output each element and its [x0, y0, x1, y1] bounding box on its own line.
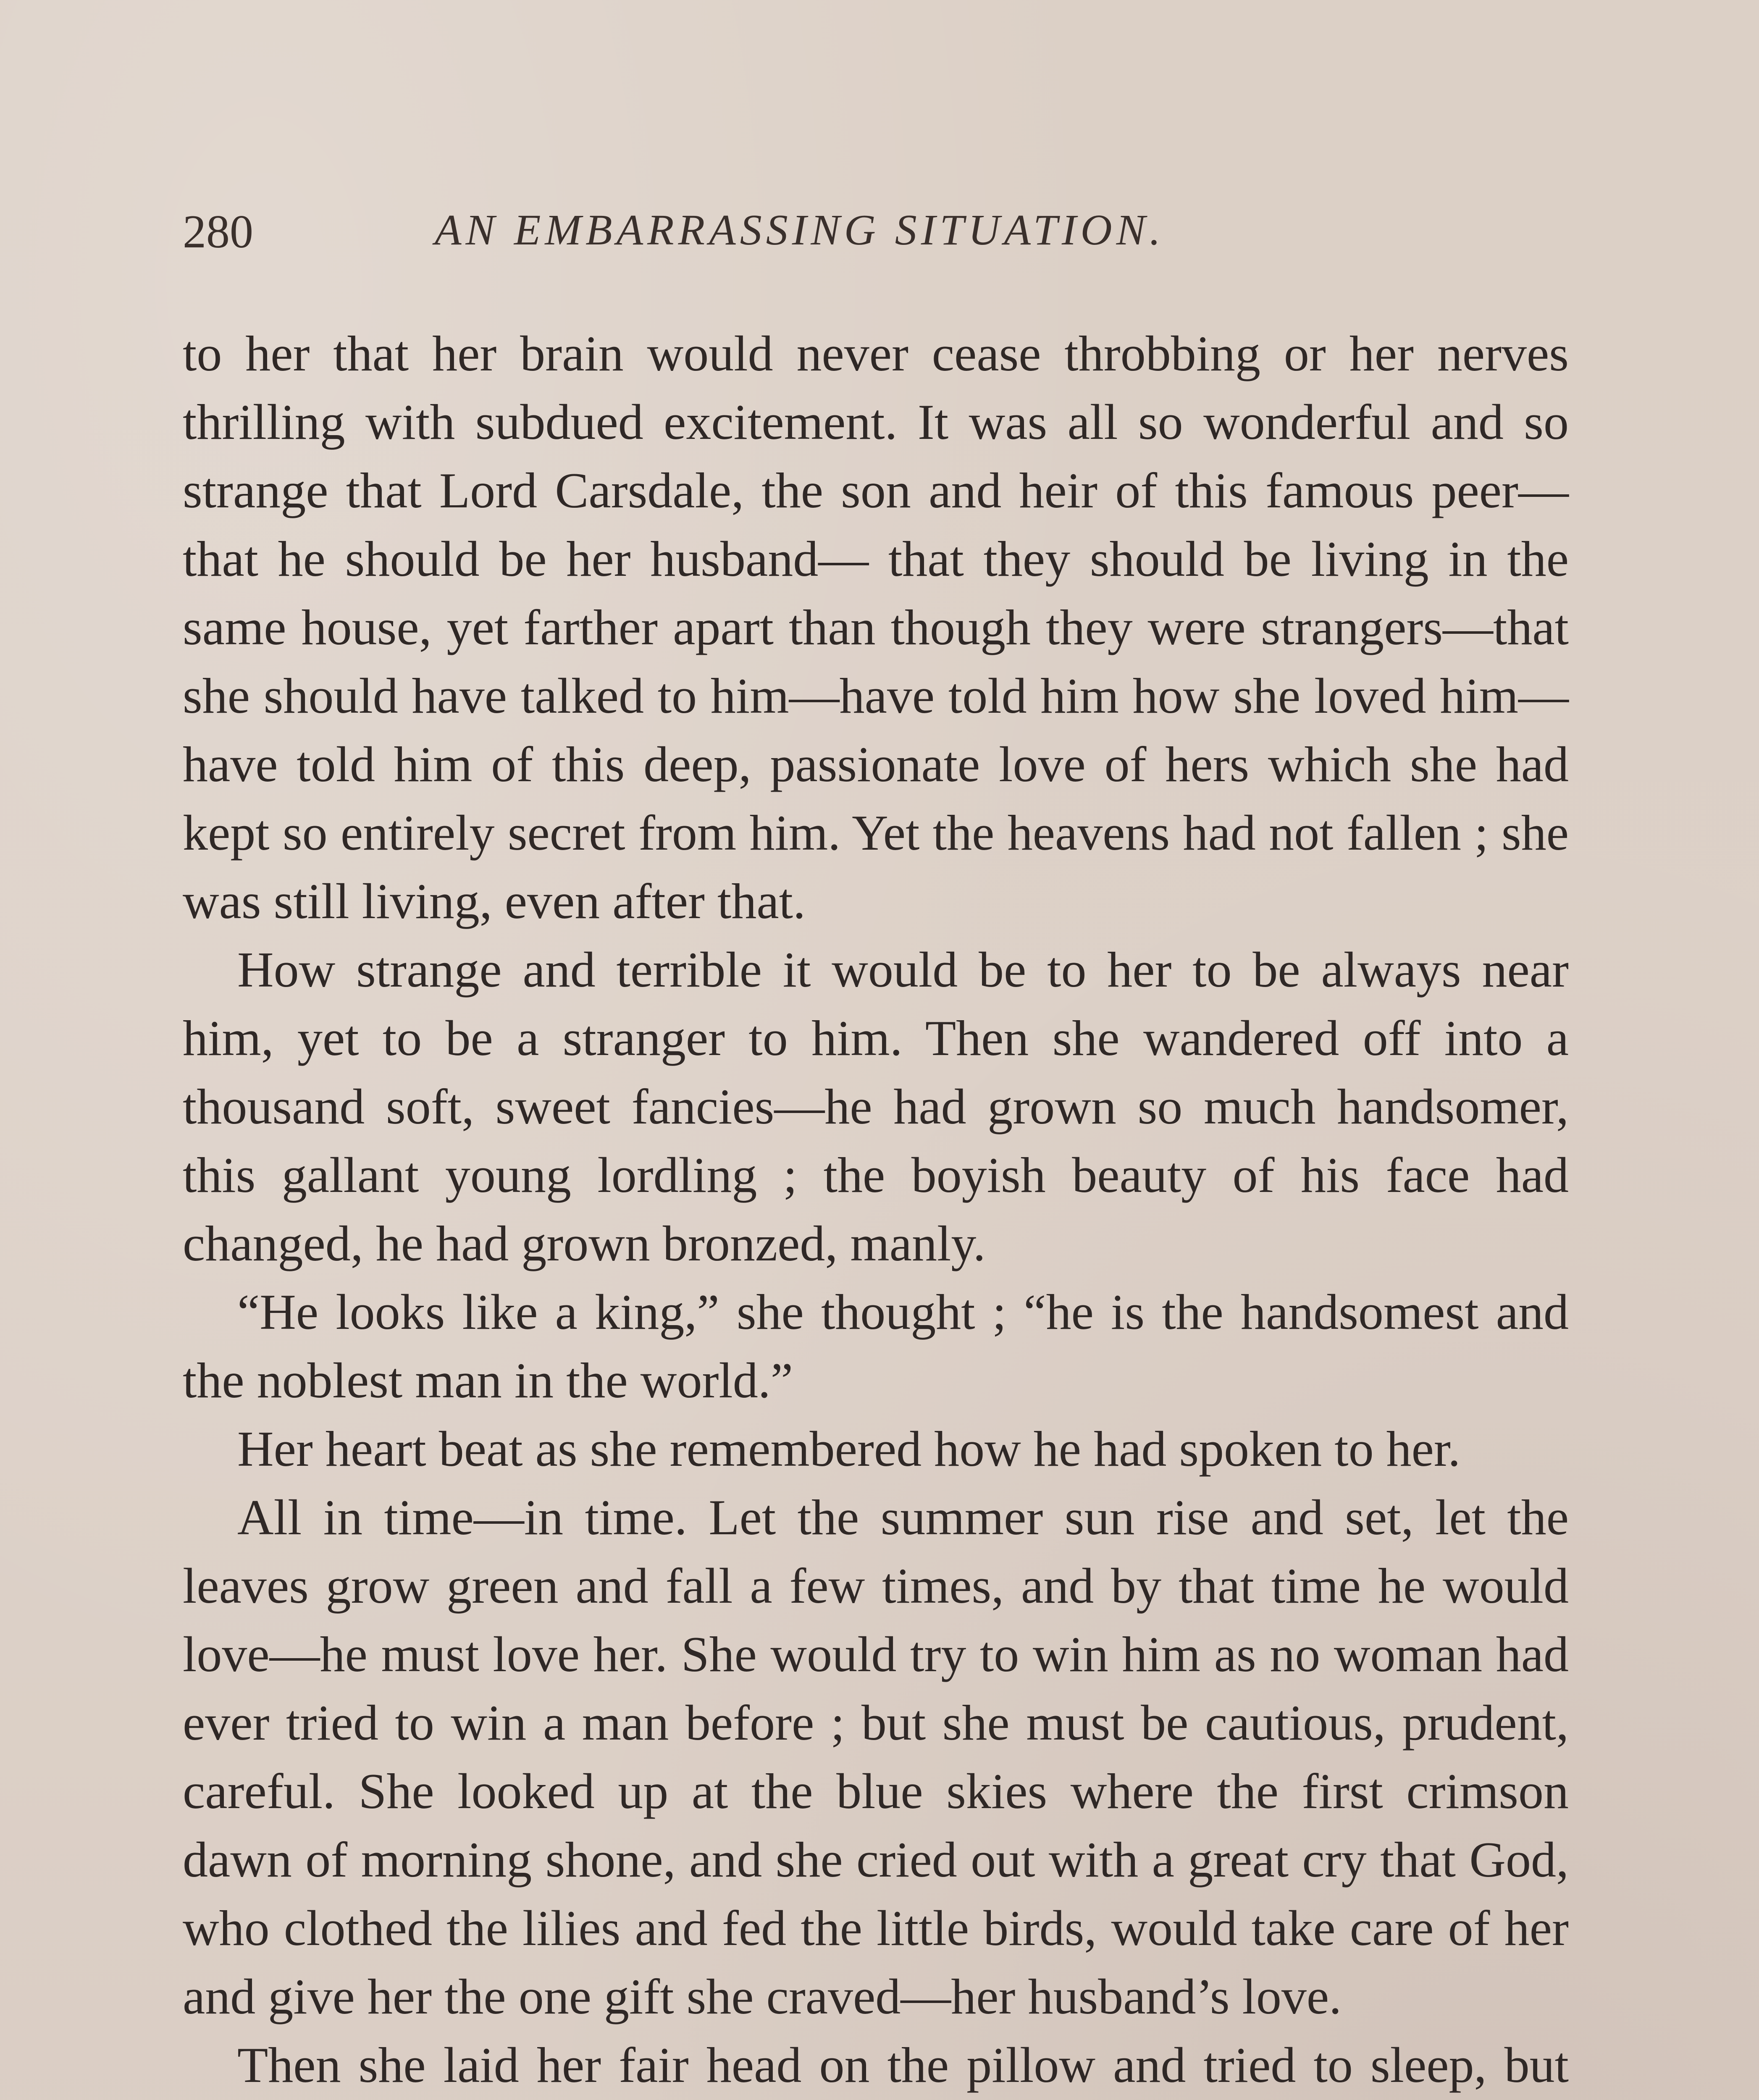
page-number: 280: [183, 206, 253, 258]
running-title: AN EMBARRASSING SITUATION.: [435, 206, 1165, 254]
body-text: [183, 319, 1569, 2100]
paragraph: Her heart beat as she remembered how he had spoken to her.: [237, 1421, 1461, 1477]
paragraph-continued: to her that her brain would never cease throbbing or her nerves thrilling with subdued excitement. It was all so wonderful and so strange that Lord Carsdale, the son and heir of this famous peer—that he should be her husband— that they should be living in the same house, yet farther apart than though they were strangers—that she should have talked to him—have told him how she loved him— have told him of this deep, passionate love of hers which she had kept so entirely secret from him. Yet the heavens had not fallen ; she was still living, even after that.: [183, 326, 1569, 929]
paragraph-quote: “He looks like a king,” she thought ; “he is the handsomest and the noblest man in the world.”: [183, 1284, 1569, 1408]
paragraph: All in time—in time. Let the summer sun rise and set, let the leaves grow green and fall a few times, and by that time he would love—he must love her. She would try to win him as no woman had ever tried to win a man before ; but she must be cautious, prudent, careful. She looked up at the blue skies where the first crimson dawn of morning shone, and she cried out with a great cry that God, who clothed the lilies and fed the little birds, would take care of her and give her the one gift she craved—her husband’s love.: [183, 1489, 1569, 2024]
paragraph: How strange and terrible it would be to her to be always near him, yet to be a stranger to him. Then she wandered off into a thousand soft, sweet fancies—he had grown so much handsomer, this gallant young lordling ; the boyish beauty of his face had changed, he had grown bronzed, manly.: [183, 942, 1569, 1271]
page-header: [183, 197, 1577, 265]
paragraph: Then she laid her fair head on the pillow and tried to sleep, but: [237, 2037, 1569, 2093]
